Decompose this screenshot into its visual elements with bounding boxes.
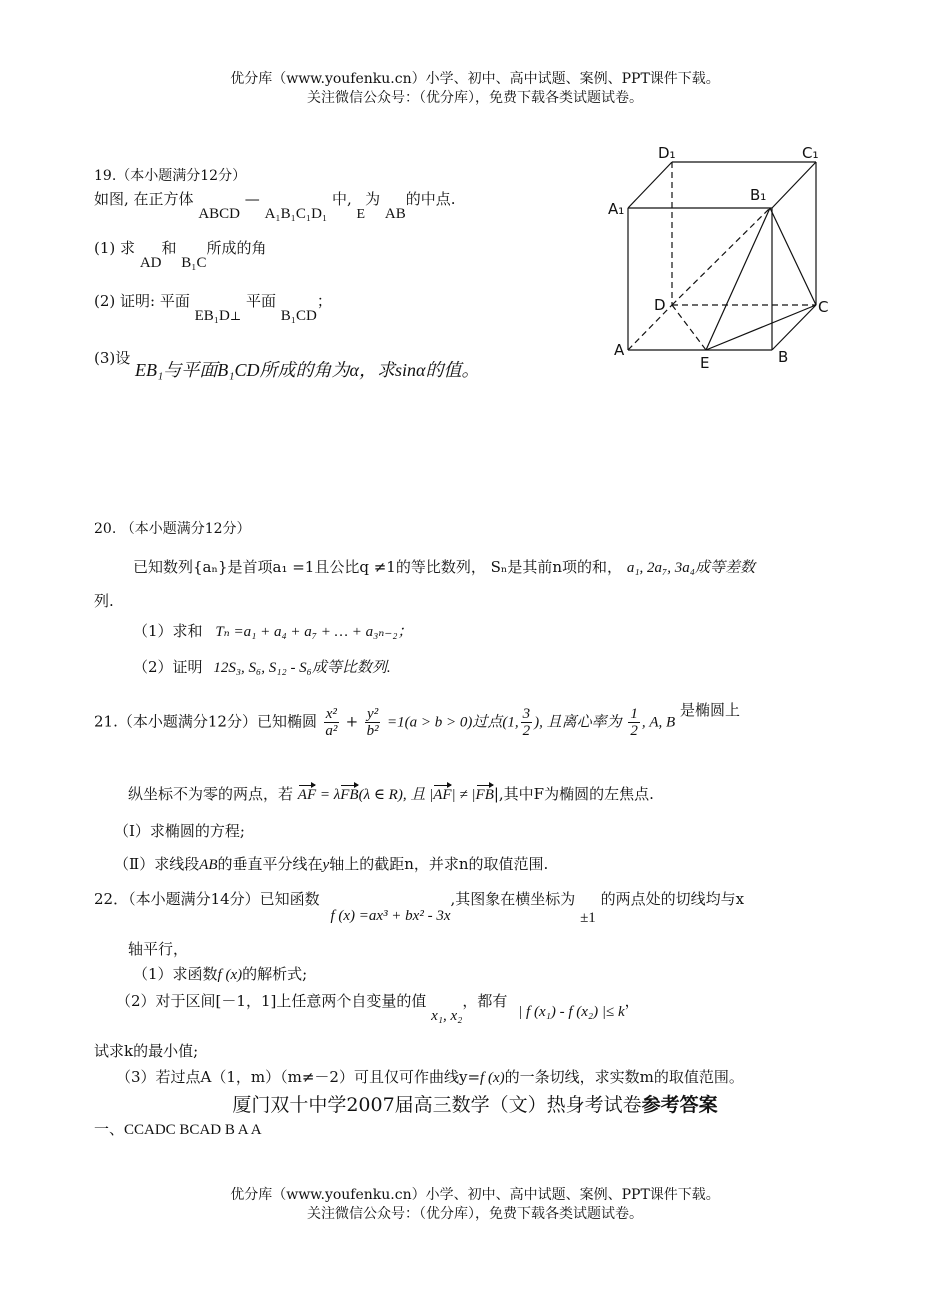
label-e: E [700,354,710,372]
q21-condition: 纵坐标不为零的两点，若 AF = λFB(λ ∈ R), 且 |AF| ≠ |FB|,其中F为椭圆的左焦点. [128,785,654,803]
segment-db1-hidden [672,208,770,305]
q21-part-1: （Ⅰ）求椭圆的方程; [114,822,245,840]
edge-b1c1 [772,162,816,208]
edge-a1d1 [628,162,672,208]
label-a: A [614,341,625,359]
q20-part-1: （1）求和 Tₙ =a₁ + a₄ + a₇ + … + a₃ₙ₋₂； [133,622,413,640]
q22-stem-cont: 轴平行， [128,940,189,958]
cube-figure [600,140,850,380]
footer-line-1: 优分库（www.youfenku.cn）小学、初中、高中试题、案例、PPT课件下载。 [230,1187,720,1203]
q19-heading: 19.（本小题满分12分） [94,168,247,184]
frac-x-a: $\frac{\text{x²}}{\text{a²}}$ [325,706,338,739]
answers-line: 一、CCADC BCAD B A A [94,1122,262,1138]
label-b: B [778,348,789,366]
label-b1: B₁ [750,186,767,204]
frac-y-b: $\frac{\text{y²}}{\text{b²}}$ [366,706,379,739]
header-line-2: 关注微信公众号：（优分库），免费下载各类试题试卷。 [307,90,643,106]
q19-part-2: (2) 证明: 平面 $EB_1D_\perp$ 平面 B₁CD； [94,292,332,324]
answers-title: 厦门双十中学2007届高三数学（文）热身考试卷参考答案 [232,1094,718,1116]
q20-stem-cont: 列. [94,592,114,610]
q19-part-1: (1) 求 AD和 B₁C所成的角 [94,239,267,271]
segment-de-hidden [672,305,706,350]
q20-part-2: （2）证明 12S₃, S₆, S₁₂ - S₆成等比数列. [133,658,391,676]
frac-1-2: $\frac{1}{2}$ [630,706,638,739]
edge-bc [772,305,816,350]
q22-part-1: （1）求函数f (x)的解析式; [133,965,308,983]
label-d1: D₁ [658,144,676,162]
footer-line-2: 关注微信公众号：（优分库），免费下载各类试题试卷。 [307,1206,643,1222]
header-line-1: 优分库（www.youfenku.cn）小学、初中、高中试题、案例、PPT课件下载。 [230,71,720,87]
q22-stem: 22．（本小题满分14分）已知函数 f (x) =ax³ + bx² - 3x,其图象在横坐标为 ±1 的两点处的切线均与x [94,890,745,926]
q20-heading: 20. （本小题满分12分） [94,521,251,537]
q21-stem: 21.（本小题满分12分）已知椭圆 $\frac{\text{x²}}{\text{a²}}$ + $\frac{\text{y²}}{\text{b²}}$ =1(a > b > 0)过点(1, $\frac{3}{2}$ ), 且离心率为 $\frac{1}{2}$ , A, B 是椭圆上 [94,700,740,739]
q22-part-2-cont: 试求k的最小值; [94,1042,199,1060]
label-d: D [654,296,666,314]
segment-eb1 [706,208,770,350]
frac-3-2: $\frac{3}{2}$ [522,706,531,739]
q21-part-2: （Ⅱ）求线段AB的垂直平分线在y轴上的截距n，并求n的取值范围. [114,855,549,873]
label-c: C [818,298,829,316]
label-a1: A₁ [608,200,625,218]
q20-stem: 已知数列{aₙ}是首项a₁ =1且公比q ≠1的等比数列， Sₙ是其前n项的和， a₁, 2a₇, 3a₄成等差数 [133,558,755,576]
q22-part-2: （2）对于区间[－1，1]上任意两个自变量的值 x₁, x₂，都有 | f (x₁) - f (x₂) |≤ k， [116,992,640,1024]
q19-part-3: (3)设 EB₁与平面B₁CD所成的角为α，求sinα的值。 [94,349,480,380]
segment-b1c [770,208,816,305]
label-c1: C₁ [802,144,819,162]
segment-ec [706,305,816,350]
q22-part-3: （3）若过点A（1，m）（m≠－2）可且仅可作曲线y=f (x)的一条切线，求实数m的取值范围。 [116,1068,744,1086]
q19-intro: 如图, 在正方体 ABCD — A₁B₁C₁D₁ 中, E为 AB的中点. [94,190,456,222]
